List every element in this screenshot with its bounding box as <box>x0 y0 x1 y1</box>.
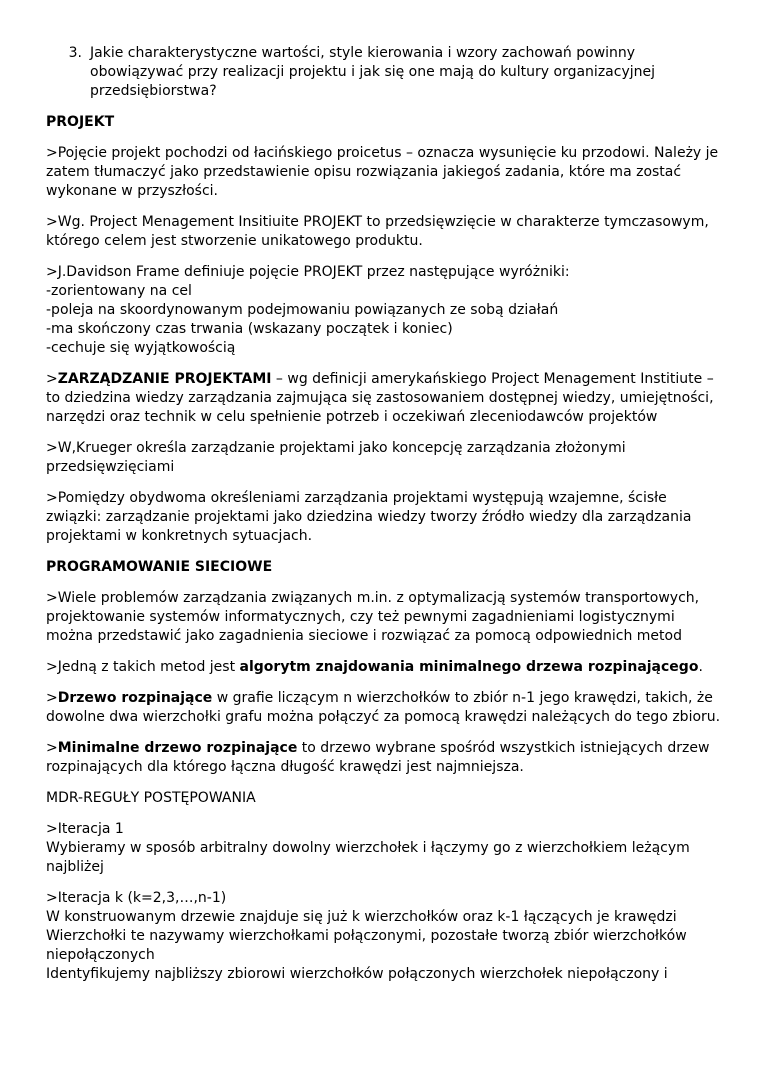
list-item: -poleja na skoordynowanym podejmowaniu powiązanych ze sobą działań <box>46 302 559 318</box>
paragraph-projekt-definition: >Pojęcie projekt pochodzi od łacińskiego proicetus – oznacza wysunięcie ku przodowi. Należy je zatem tłumaczyć jako przedstawienie opisu rozwiązania jakiegoś zadania, które ma zostać wykonane w przyszłości. <box>46 145 719 199</box>
paragraph-relations: >Pomiędzy obydwoma określeniami zarządzania projektami występują wzajemne, ścisłe związki: zarządzanie projektami jako dziedzina wiedzy tworzy źródło wiedzy dla zarządzania projektami w konkretnych sytuacjach. <box>46 490 692 544</box>
prefix: > <box>46 690 58 706</box>
paragraph-pmi-definition: >Wg. Project Menagement Insitiuite PROJEKT to przedsięwzięcie w charakterze tymczasowym, którego celem jest stworzenie unikatowego produktu. <box>46 214 709 249</box>
paragraph-rest: to drzewo wybrane spośród wszystkich istniejących drzew rozpinających dla którego łączna długość krawędzi jest najmniejsza. <box>46 740 710 775</box>
numbered-item-3 <box>46 44 721 101</box>
heading-programowanie-sieciowe: PROGRAMOWANIE SIECIOWE <box>46 559 273 575</box>
list-item: -zorientowany na cel <box>46 283 192 299</box>
paragraph-krueger: >W,Krueger określa zarządzanie projektami jako koncepcję zarządzania złożonymi przedsięwzięciami <box>46 440 626 475</box>
paragraph-zarzadzanie-projektami <box>46 370 721 427</box>
bold-term: algorytm znajdowania minimalnego drzewa rozpinającego <box>239 659 699 675</box>
prefix: > <box>46 740 58 756</box>
paragraph-algorithm <box>46 658 721 677</box>
paragraph-iteration-k <box>46 889 721 984</box>
heading-projekt: PROJEKT <box>46 114 115 130</box>
list-item-text: Jakie charakterystyczne wartości, style kierowania i wzory zachowań powinny obowiązywać przy realizacji projektu i jak się one mają do kultury organizacyjnej przedsiębiorstwa? <box>90 45 655 99</box>
paragraph-rest: – wg definicji amerykańskiego Project Menagement Institiute – to dziedzina wiedzy zarządzania zajmująca się zastosowaniem dostępnej wiedzy, umiejętności, narzędzi oraz technik w celu spełnienie potrzeb i oczekiwań zleceniodawców projektów <box>46 371 714 425</box>
bold-term: Drzewo rozpinające <box>57 690 213 706</box>
iteration-title: >Iteracja k (k=2,3,…,n-1) <box>46 890 227 906</box>
frame-intro: >J.Davidson Frame definiuje pojęcie PROJEKT przez następujące wyróżniki: <box>46 264 570 280</box>
iteration-text: Wybieramy w sposób arbitralny dowolny wierzchołek i łączymy go z wierzchołkiem leżącym najbliżej <box>46 840 690 875</box>
iteration-text: Identyfikujemy najbliższy zbiorowi wierzchołków połączonych wierzchołek niepołączony i <box>46 966 668 982</box>
iteration-title: >Iteracja 1 <box>46 821 124 837</box>
iteration-text: W konstruowanym drzewie znajduje się już k wierzchołków oraz k-1 łączących je krawędzi <box>46 909 677 925</box>
suffix: . <box>698 659 703 675</box>
document-page <box>46 44 721 996</box>
list-item: -ma skończony czas trwania (wskazany początek i koniec) <box>46 321 453 337</box>
list-item: -cechuje się wyjątkowością <box>46 340 236 356</box>
prefix: >Jedną z takich metod jest <box>46 659 240 675</box>
paragraph-spanning-tree <box>46 689 721 727</box>
bold-term: ZARZĄDZANIE PROJEKTAMI <box>57 371 272 387</box>
paragraph-iteration-1 <box>46 820 721 877</box>
heading-mdr-rules: MDR-REGUŁY POSTĘPOWANIA <box>46 790 256 806</box>
paragraph-rest: w grafie liczącym n wierzchołków to zbiór n-1 jego krawędzi, takich, że dowolne dwa wierzchołki grafu można połączyć za pomocą krawędzi należących do tego zbioru. <box>46 690 721 725</box>
bold-term: Minimalne drzewo rozpinające <box>57 740 298 756</box>
paragraph-frame-definition <box>46 263 721 358</box>
list-number: 3. <box>68 45 82 61</box>
paragraph-minimal-spanning-tree <box>46 739 721 777</box>
prefix: > <box>46 371 58 387</box>
paragraph-network-problems: >Wiele problemów zarządzania związanych m.in. z optymalizacją systemów transportowych, projektowanie systemów informatycznych, czy też pewnymi zagadnieniami logistycznymi można przedstawić jako zagadnienia sieciowe i rozwiązać za pomocą odpowiednich metod <box>46 590 700 644</box>
iteration-text: Wierzchołki te nazywamy wierzchołkami połączonymi, pozostałe tworzą zbiór wierzchołków niepołączonych <box>46 928 687 963</box>
